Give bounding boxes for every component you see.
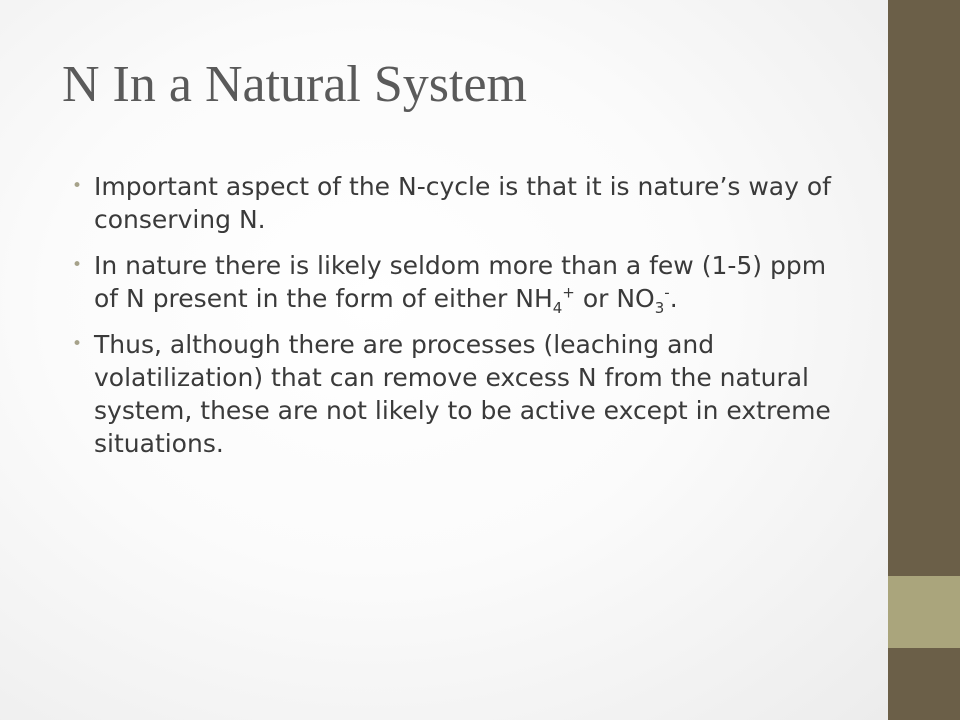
bullet-text: Thus, although there are processes (leaching and volatilization) that can remove excess N from the natural system, these are not likely to be active except in extreme situations.	[94, 330, 831, 458]
superscript-nitrate-charge: -	[664, 283, 670, 302]
subscript-nitrate: 3	[654, 299, 665, 317]
slide-title: N In a Natural System	[62, 56, 528, 113]
bullet-text: In nature there is likely seldom more than a few (1-5) ppm of N present in the form of either NH	[94, 251, 827, 313]
bullet-item-3	[72, 328, 852, 460]
bullet-item-1	[72, 170, 852, 236]
bullet-text-cont: or NO	[574, 284, 655, 313]
subscript-ammonium: 4	[552, 299, 563, 317]
sidebar-block-accent	[888, 576, 960, 648]
bullet-item-2	[72, 249, 852, 315]
bullet-list	[72, 170, 852, 473]
bullet-icon: •	[72, 176, 83, 196]
sidebar-block-top	[888, 0, 960, 576]
bullet-icon: •	[72, 334, 83, 354]
bullet-icon: •	[72, 255, 83, 275]
bullet-text: Important aspect of the N-cycle is that it is nature’s way of conserving N.	[94, 172, 831, 234]
bullet-text-end: .	[669, 284, 678, 313]
sidebar-block-bottom	[888, 648, 960, 720]
superscript-ammonium-charge: +	[562, 283, 575, 302]
